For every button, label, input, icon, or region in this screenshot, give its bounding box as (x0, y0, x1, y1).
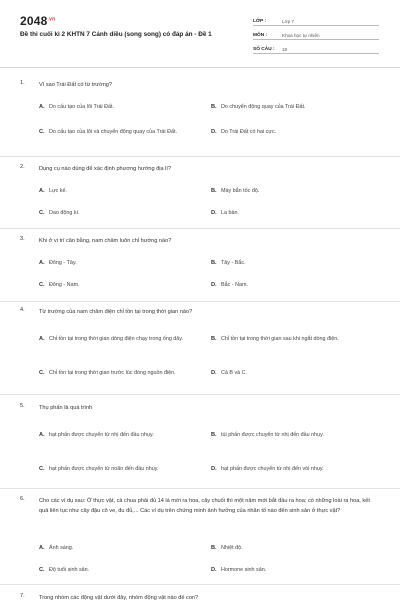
option-text: Tây - Bắc. (221, 259, 246, 266)
option-letter: C. (39, 567, 45, 573)
option-a[interactable] (39, 185, 199, 197)
option-c[interactable] (39, 458, 211, 480)
question-number: 7. (20, 593, 25, 599)
option-letter: D. (211, 567, 217, 573)
option-b[interactable] (211, 328, 376, 350)
option-letter: D. (211, 129, 217, 135)
meta-value: Lớp 7 (282, 19, 294, 24)
option-letter: A. (39, 432, 45, 438)
option-letter: B. (211, 104, 217, 110)
question-text: Khi ở vị trí cân bằng, nam châm luôn chỉ hướng nào? (39, 238, 172, 244)
exam-meta (253, 12, 379, 54)
option-letter: B. (211, 188, 217, 194)
option-c[interactable] (39, 121, 199, 143)
question-number: 5. (20, 403, 25, 409)
option-text: Do cấu tạo của lõi và chuyển động quay của Trái Đất. (49, 128, 177, 135)
meta-label: SỐ CÂU : (253, 47, 275, 52)
page-header (0, 0, 400, 62)
option-text: Do cấu tạo của lõi Trái Đất. (49, 103, 115, 110)
option-letter: B. (211, 432, 217, 438)
question-number: 4. (20, 307, 25, 313)
question-divider (0, 488, 400, 489)
option-a[interactable] (39, 257, 199, 269)
option-text: Bắc - Nam. (221, 281, 248, 288)
question-number: 6. (20, 496, 25, 502)
question-text: Thụ phấn là quá trình (39, 405, 93, 411)
meta-row-subject (253, 26, 379, 40)
option-b[interactable] (211, 185, 376, 197)
option-text: Do chuyển động quay của Trái Đất. (221, 103, 306, 110)
question-divider (0, 301, 400, 302)
option-a[interactable] (39, 328, 211, 350)
meta-value: Khoa học tự nhiên (282, 33, 320, 38)
option-letter: B. (211, 545, 217, 551)
question-number: 3. (20, 236, 25, 242)
option-text: Chỉ tồn tại trong thời gian trước lúc đóng nguồn điện. (49, 369, 176, 376)
option-letter: B. (211, 336, 217, 342)
option-text: Chỉ tồn tại trong thời gian dòng điện chạy trong ống dây. (49, 335, 184, 342)
meta-row-count (253, 40, 379, 54)
option-d[interactable] (211, 564, 376, 576)
question-text: Trong nhóm các động vật dưới đây, nhóm động vật nào đẻ con? (39, 595, 199, 600)
meta-label: LỚP : (253, 19, 267, 24)
question-number: 2. (20, 164, 25, 170)
option-d[interactable] (211, 458, 381, 480)
option-letter: C. (39, 282, 45, 288)
option-letter: A. (39, 188, 45, 194)
option-text: Dao động kí. (49, 209, 80, 216)
option-letter: C. (39, 129, 45, 135)
meta-value: 19 (282, 47, 288, 52)
option-text: Đông - Tây. (49, 259, 77, 266)
option-letter: D. (211, 210, 217, 216)
option-letter: C. (39, 466, 45, 472)
option-letter: A. (39, 104, 45, 110)
option-text: Hormone sinh sản. (221, 566, 267, 573)
question-divider (0, 584, 400, 585)
option-b[interactable] (211, 424, 381, 446)
option-b[interactable] (211, 542, 376, 554)
option-letter: D. (211, 282, 217, 288)
option-b[interactable] (211, 101, 376, 113)
option-text: Đông - Nam. (49, 281, 80, 288)
option-text: Do Trái Đất có hai cực. (221, 128, 277, 135)
question-divider (0, 394, 400, 395)
option-d[interactable] (211, 207, 376, 219)
meta-row-class (253, 12, 379, 26)
site-logo[interactable] (20, 14, 55, 28)
question-divider (0, 228, 400, 229)
question-text: Dụng cụ nào dùng để xác định phương hướng địa lí? (39, 166, 172, 172)
option-letter: D. (211, 466, 217, 472)
exam-title: Đề thi cuối kì 2 KHTN 7 Cánh diều (song song) có đáp án - Đề 1 (20, 31, 212, 38)
option-d[interactable] (211, 121, 376, 143)
meta-label: MÔN : (253, 33, 268, 38)
logo-number: 2048 (20, 14, 48, 28)
option-letter: C. (39, 370, 45, 376)
option-c[interactable] (39, 279, 199, 291)
option-letter: D. (211, 370, 217, 376)
option-text: Máy bắn tốc độ. (221, 187, 260, 194)
option-a[interactable] (39, 424, 211, 446)
option-letter: A. (39, 336, 45, 342)
question-text: Từ trường của nam châm điện chỉ tồn tại trong thời gian nào? (39, 309, 193, 315)
option-text: Nhiệt độ. (221, 544, 243, 551)
option-text: La bàn. (221, 209, 239, 216)
option-text: hạt phấn được chuyển từ nhị đến vòi nhụy. (221, 465, 324, 472)
option-letter: C. (39, 210, 45, 216)
question-text: Vì sao Trái Đất có từ trường? (39, 82, 113, 88)
option-c[interactable] (39, 564, 199, 576)
logo-suffix: .vn (47, 16, 56, 23)
option-c[interactable] (39, 362, 211, 384)
option-a[interactable] (39, 101, 199, 113)
question-divider (0, 156, 400, 157)
header-divider (0, 67, 400, 68)
option-letter: A. (39, 260, 45, 266)
option-text: hạt phấn được chuyển từ nhị đến đầu nhụy. (49, 431, 154, 438)
option-letter: A. (39, 545, 45, 551)
option-text: hạt phấn được chuyển từ noãn đến đầu nhụy. (49, 465, 159, 472)
option-d[interactable] (211, 279, 376, 291)
option-text: Độ tuổi sinh sản. (49, 566, 90, 573)
option-text: Ánh sáng. (49, 544, 74, 551)
option-text: Chỉ tồn tại trong thời gian sau khi ngắt dòng điện. (221, 335, 339, 342)
option-c[interactable] (39, 207, 199, 219)
option-a[interactable] (39, 542, 199, 554)
option-text: túi phấn được chuyển từ nhị đến đầu nhụy. (221, 431, 324, 438)
option-text: Cả B và C. (221, 369, 248, 376)
option-letter: B. (211, 260, 217, 266)
question-text: Cho các ví dụ sau: Ở thực vật, cà chua phải đủ 14 lá mới ra hoa, cây chuối thì một năm mới bắt đầu ra hoa; có những loài ra hoa, kết quả liên tục như cây đậu cô ve, đu đủ,... Các ví dụ trên chứng minh ảnh hưởng của nhân tố nào đến sinh sản ở thực vật? (39, 498, 370, 514)
option-b[interactable] (211, 257, 376, 269)
option-text: Lực kế. (49, 187, 67, 194)
question-number: 1. (20, 80, 25, 86)
option-d[interactable] (211, 362, 376, 384)
